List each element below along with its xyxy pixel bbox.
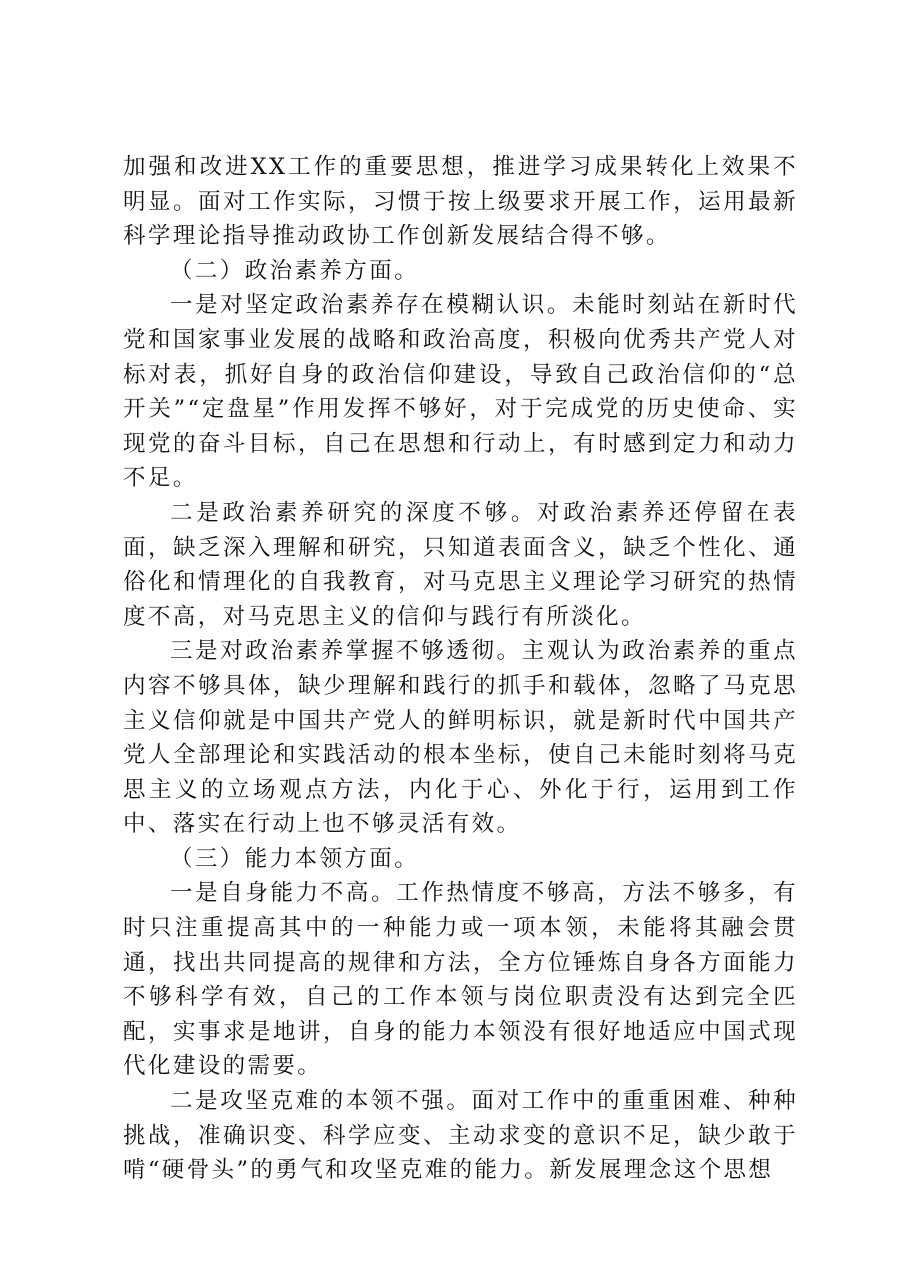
paragraph-ability-2: 二是攻坚克难的本领不强。面对工作中的重重困难、种种挑战，准确识变、科学应变、主动求变的意识不足，缺少敢于啃“硬骨头”的勇气和攻坚克难的能力。新发展理念这个思想 <box>123 1088 798 1184</box>
document-page <box>123 150 798 1188</box>
section-heading-political-literacy: （二）政治素养方面。 <box>170 257 420 284</box>
paragraph-ability-1: 一是自身能力不高。工作热情度不够高，方法不够多，有时只注重提高其中的一种能力或一项本领，未能将其融会贯通，找出共同提高的规律和方法，全方位锤炼自身各方面能力不够科学有效，自己的工作本领与岗位职责没有达到完全匹配，实事求是地讲，自身的能力本领没有很好地适应中国式现代化建设的需要。 <box>123 880 798 1080</box>
section-heading-ability: （三）能力本领方面。 <box>170 845 420 872</box>
paragraph-political-2: 二是政治素养研究的深度不够。对政治素养还停留在表面，缺乏深入理解和研究，只知道表面含义，缺乏个性化、通俗化和情理化的自我教育，对马克思主义理论学习研究的热情度不高，对马克思主义的信仰与践行有所淡化。 <box>123 499 798 630</box>
paragraph-political-3: 三是对政治素养掌握不够透彻。主观认为政治素养的重点内容不够具体，缺少理解和践行的抓手和载体，忽略了马克思主义信仰就是中国共产党人的鲜明标识，就是新时代中国共产党人全部理论和实践活动的根本坐标，使自己未能时刻将马克思主义的立场观点方法，内化于心、外化于行，运用到工作中、落实在行动上也不够灵活有效。 <box>123 638 798 838</box>
paragraph-continued: 加强和改进XX工作的重要思想，推进学习成果转化上效果不明显。面对工作实际，习惯于按上级要求开展工作，运用最新科学理论指导推动政协工作创新发展结合得不够。 <box>123 154 798 250</box>
paragraph-political-1: 一是对坚定政治素养存在模糊认识。未能时刻站在新时代党和国家事业发展的战略和政治高度，积极向优秀共产党人对标对表，抓好自身的政治信仰建设，导致自己政治信仰的“总开关”“定盘星”作用发挥不够好，对于完成党的历史使命、实现党的奋斗目标，自己在思想和行动上，有时感到定力和动力不足。 <box>123 292 798 492</box>
